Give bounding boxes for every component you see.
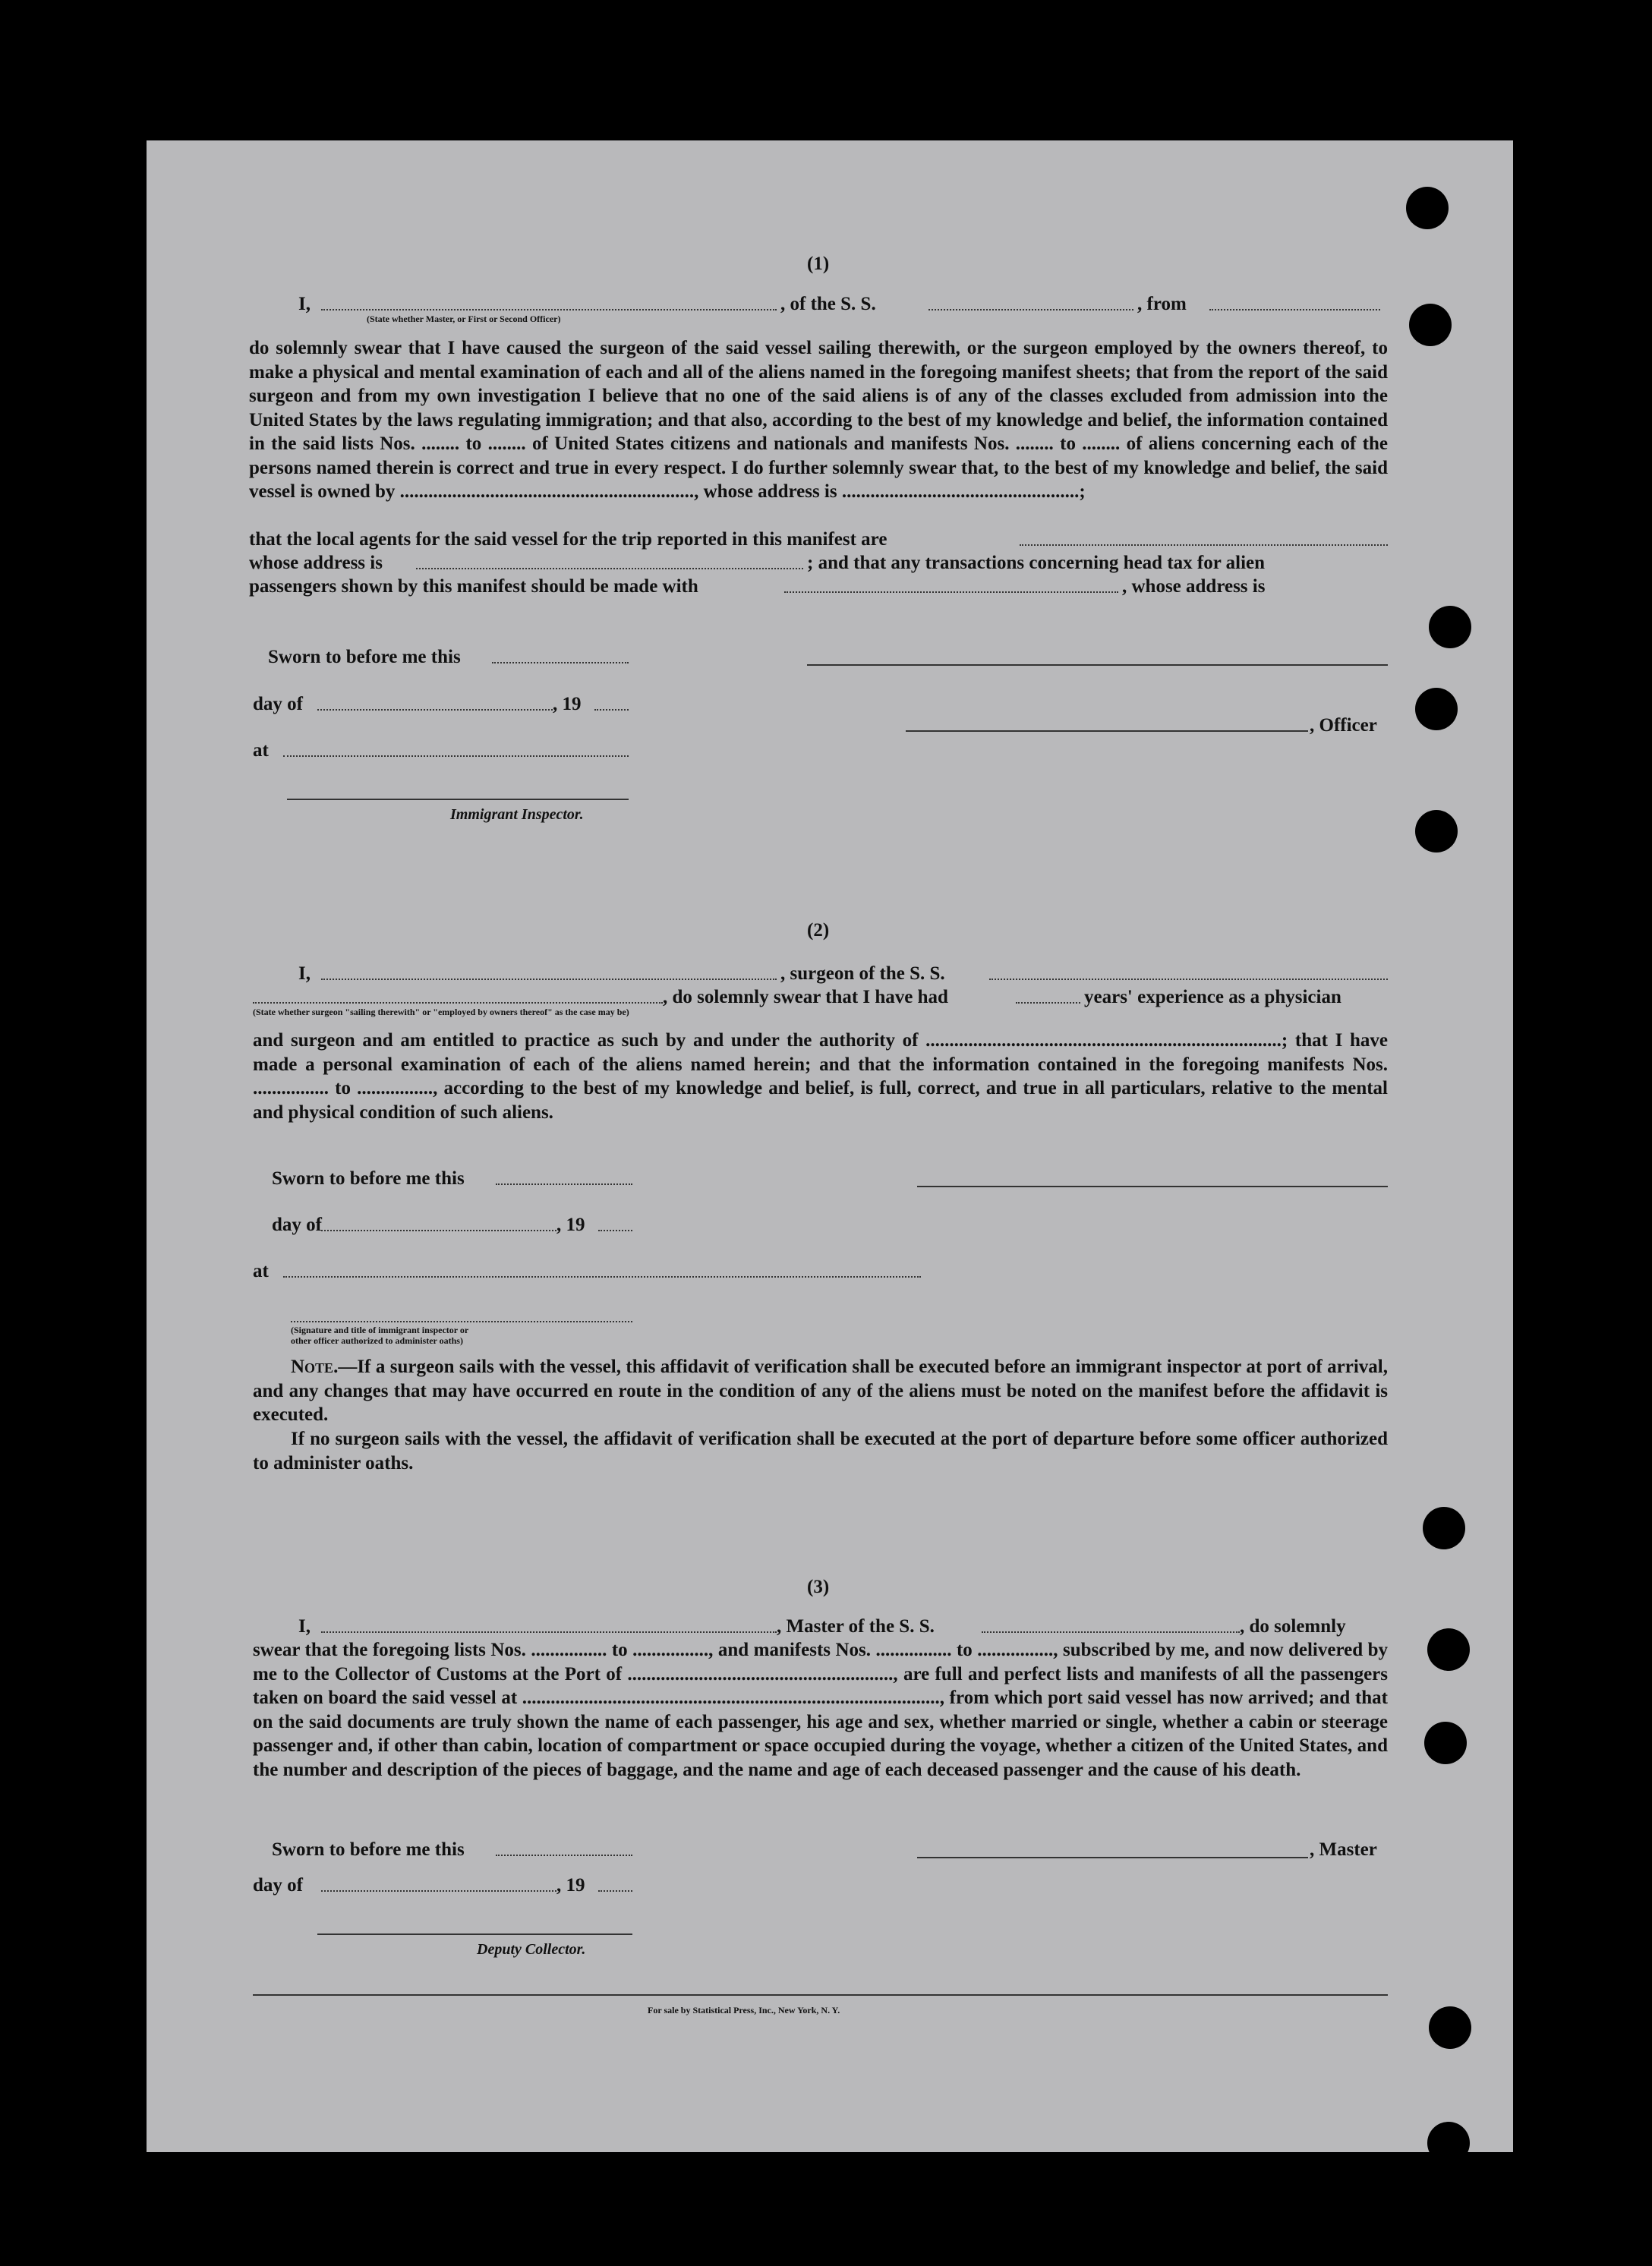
s3-collector-signature-line[interactable] (317, 1934, 632, 1935)
s2-surgeon-of-label: , surgeon of the S. S. (780, 963, 945, 984)
s2-day-blank[interactable] (321, 1230, 556, 1231)
s2-surgeon-signature-line[interactable] (917, 1186, 1388, 1187)
binder-hole (1423, 1507, 1465, 1549)
s1-oath-text: do solemnly swear that I have caused the surgeon of the said vessel sailing therewith, or the surgeon employed by the owners thereof, to make a physical and mental examination of each and all of the aliens named in the foregoing manifest sheets; that from the report of the said surgeon and from my own investigation I believe that no one of the said aliens is of any of the classes excluded from admission into the United States by the laws regulating immigration; and that also, according to the best of my knowledge and belief, the information contained in the said lists Nos. ........ to ........ of United States citizens and nationals and manifests Nos. ........ to ........ of aliens concerning each of the persons named therein is correct and true in every respect. I do further solemnly swear that, to the best of my knowledge and belief, the said vessel is owned by .............................................................., whose address is ..................................................; (249, 338, 1388, 502)
s1-sworn-blank[interactable] (492, 662, 629, 663)
s2-sworn-label: Sworn to before me this (272, 1168, 465, 1189)
s2-at-blank[interactable] (283, 1276, 921, 1278)
s1-day-blank[interactable] (317, 709, 553, 711)
s2-signature-caption-2: other officer authorized to administer oaths) (291, 1335, 463, 1346)
s1-from-label: , from (1137, 294, 1187, 314)
s2-at-label: at (253, 1261, 269, 1281)
s3-master-label: , Master (1310, 1839, 1377, 1860)
s1-agents-blank[interactable] (1020, 544, 1388, 546)
s2-note-1 (253, 1355, 1388, 1427)
s3-sworn-blank[interactable] (496, 1855, 632, 1856)
binder-hole (1415, 810, 1458, 853)
s1-officer-label: , Officer (1310, 715, 1377, 736)
binder-hole (1409, 304, 1452, 346)
s2-note-1-text: —If a surgeon sails with the vessel, this affidavit of verification shall be executed before an immigrant inspector at port of arrival, and any changes that may have occurred en route in the condition of any of the aliens must be noted on the manifest before the affidavit is executed. (253, 1357, 1388, 1425)
s2-year-blank[interactable] (598, 1230, 632, 1231)
s1-officer-blank[interactable] (321, 309, 777, 310)
s1-at-blank[interactable] (283, 755, 629, 757)
s3-collector-caption: Deputy Collector. (477, 1941, 586, 1958)
s1-inspector-signature-line[interactable] (287, 799, 629, 800)
s2-sailing-caption: (State whether surgeon "sailing therewith" or "employed by owners thereof" as the case may be) (253, 1007, 629, 1017)
binder-hole (1406, 187, 1449, 229)
section-1-number: (1) (807, 254, 830, 274)
s2-inspector-signature-line[interactable] (291, 1321, 632, 1322)
s2-years-blank[interactable] (1016, 1002, 1080, 1004)
binder-hole (1429, 2006, 1471, 2049)
s2-year-label: , 19 (556, 1215, 585, 1235)
s3-ship-blank[interactable] (982, 1631, 1240, 1633)
s1-whose-address: whose address is (249, 553, 383, 573)
s1-passengers-line: passengers shown by this manifest should be made with (249, 576, 698, 597)
s3-oath-text: swear that the foregoing lists Nos. ................ to ................, and manifests Nos. ................ to ................, subscribed by me, and now delivered by me to the Collector of Customs at the Port of ........................................................, are full and perfect lists and manifests of all the passengers taken on board the said vessel at ........................................................................................, from which port said vessel has now arrived; and that on the said documents are truly shown the name of each passenger, his age and sex, whether married or single, whether a cabin or steerage passenger and, if other than cabin, location of compartment or space occupied during the voyage, whether a citizen of the United States, and the number and description of the pieces of baggage, and the name and age of each deceased passenger and the cause of his death. (253, 1640, 1388, 1780)
s1-year-blank[interactable] (594, 709, 629, 711)
footer-printer: For sale by Statistical Press, Inc., New York, N. Y. (648, 2005, 840, 2015)
s1-from-blank[interactable] (1209, 309, 1380, 310)
section-3-number: (3) (807, 1577, 830, 1597)
s2-sailing-blank[interactable] (253, 1002, 663, 1004)
s1-of-ss-label: , of the S. S. (780, 294, 876, 314)
s1-i-label: I, (298, 294, 311, 314)
s2-years-label: years' experience as a physician (1084, 987, 1341, 1007)
s3-sworn-label: Sworn to before me this (272, 1839, 465, 1860)
s1-at-label: at (253, 740, 269, 761)
s3-year-blank[interactable] (598, 1890, 632, 1892)
s2-note-label: Note. (291, 1357, 339, 1377)
s2-oath-text: and surgeon and am entitled to practice as such by and under the authority of ...........................................................................; that I have made a personal examination of each of the aliens named herein; and that the information contained in the foregoing manifests Nos. ................ to ................, according to the best of my knowledge and belief, is full, correct, and true in all particulars, relative to the mental and physical condition of such aliens. (253, 1030, 1388, 1123)
s1-head-tax: ; and that any transactions concerning head tax for alien (807, 553, 1266, 573)
manifest-affidavit-page (147, 140, 1513, 2152)
s2-i-label: I, (298, 963, 311, 984)
s3-year-label: , 19 (556, 1875, 585, 1896)
binder-hole (1427, 1628, 1470, 1671)
s1-ship-name-blank[interactable] (928, 309, 1133, 310)
binder-hole (1429, 606, 1471, 648)
binder-hole (1415, 688, 1458, 730)
s1-whose-address-end: , whose address is (1122, 576, 1266, 597)
s1-upper-signature-line[interactable] (807, 664, 1388, 666)
s1-sworn-label: Sworn to before me this (268, 647, 461, 667)
s3-day-blank[interactable] (321, 1890, 556, 1892)
section-2-number: (2) (807, 920, 830, 941)
s3-master-of-label: , Master of the S. S. (777, 1616, 935, 1637)
s2-signature-caption-1: (Signature and title of immigrant inspector or (291, 1325, 469, 1335)
s3-day-of-label: day of (253, 1875, 303, 1896)
s1-agents-line: that the local agents for the said vessel for the trip reported in this manifest are (249, 529, 887, 550)
s3-i-label: I, (298, 1616, 311, 1637)
s1-agent-address-blank[interactable] (416, 568, 803, 569)
s3-master-signature-line[interactable] (917, 1857, 1308, 1858)
s1-day-of-label: day of (253, 694, 303, 714)
s1-year-label: , 19 (553, 694, 582, 714)
binder-hole (1427, 2122, 1470, 2164)
s2-day-of-label: day of (272, 1215, 322, 1235)
s1-passengers-blank[interactable] (784, 591, 1118, 593)
s2-ship-blank[interactable] (989, 979, 1388, 980)
s3-do-solemnly: , do solemnly (1240, 1616, 1346, 1637)
s1-inspector-caption: Immigrant Inspector. (450, 806, 584, 823)
s2-surgeon-name-blank[interactable] (321, 979, 777, 980)
s1-officer-caption: (State whether Master, or First or Second Officer) (367, 314, 561, 324)
s2-sworn-blank[interactable] (496, 1183, 632, 1185)
binder-hole (1424, 1722, 1467, 1764)
s3-master-name-blank[interactable] (321, 1631, 777, 1633)
s1-officer-signature-line[interactable] (906, 730, 1308, 732)
s2-note-2: If no surgeon sails with the vessel, the affidavit of verification shall be executed at the port of departure before some officer authorized to administer oaths. (253, 1429, 1388, 1473)
footer-rule (253, 1994, 1388, 1996)
s2-swear-label: , do solemnly swear that I have had (663, 987, 948, 1007)
